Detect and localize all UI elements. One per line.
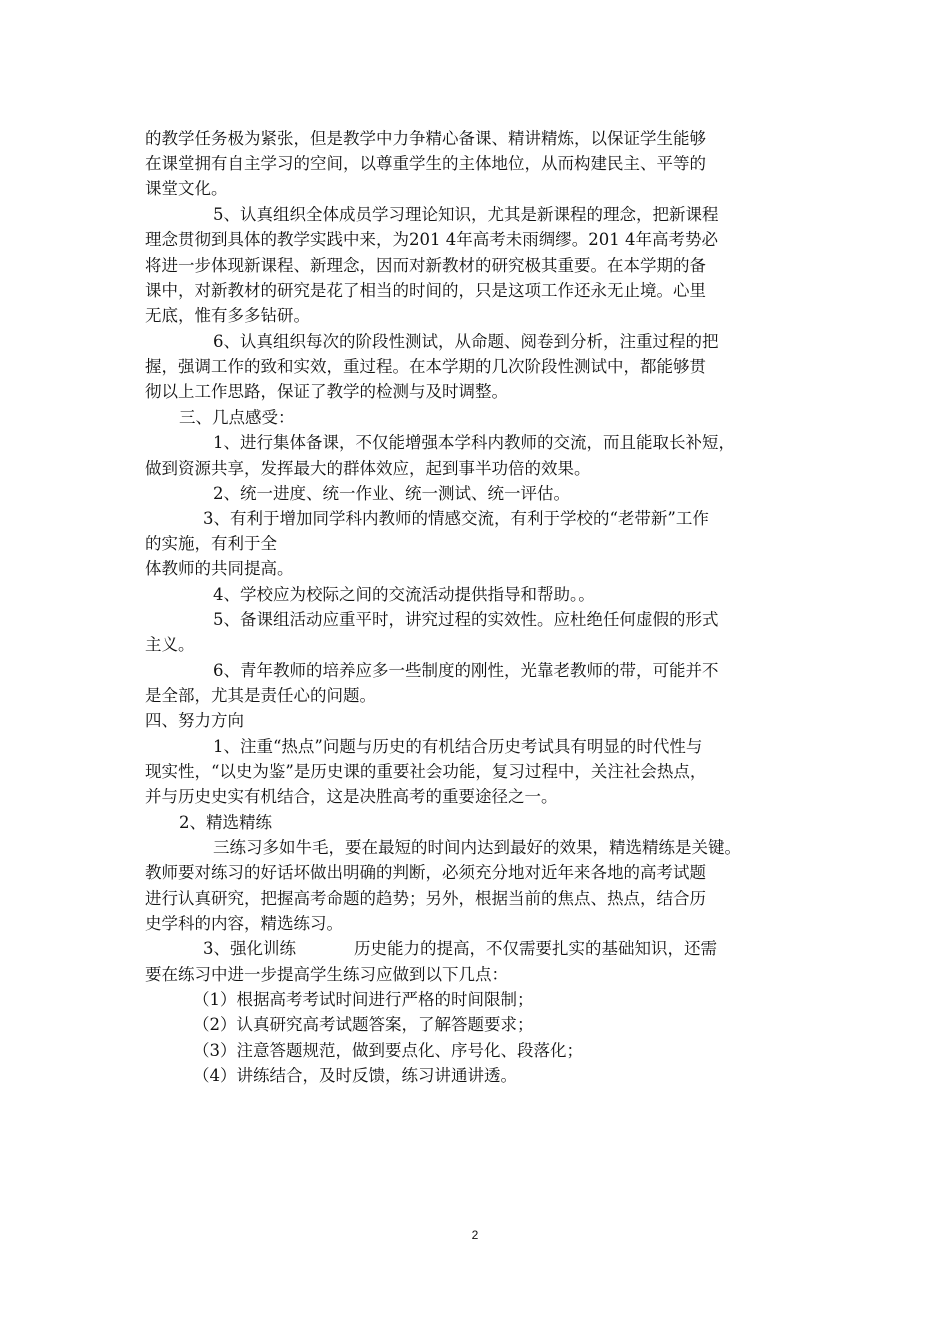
text-line: 课堂文化。 <box>145 179 228 198</box>
subsection-heading: 2、精选精练 <box>179 813 272 832</box>
text-line: 无底，惟有多多钻研。 <box>145 306 310 325</box>
text-line: 教师要对练习的好话坏做出明确的判断，必须充分地对近年来各地的高考试题 <box>145 863 706 882</box>
text-line: 6、青年教师的培养应多一些制度的刚性，光靠老教师的带，可能并不 <box>213 661 719 680</box>
text-line: 理念贯彻到具体的教学实践中来，为201 4年高考未雨绸缪。201 4年高考势必 <box>145 230 718 249</box>
list-item: （3）注意答题规范，做到要点化、序号化、段落化； <box>193 1041 583 1060</box>
text-line: 要在练习中进一步提高学生练习应做到以下几点： <box>145 965 508 984</box>
text-line: 体教师的共同提高。 <box>145 559 294 578</box>
section-heading: 三、几点感受： <box>179 408 295 427</box>
text-line: 5、备课组活动应重平时，讲究过程的实效性。应杜绝任何虚假的形式 <box>213 610 719 629</box>
list-item: （4）讲练结合，及时反馈，练习讲通讲透。 <box>193 1066 517 1085</box>
text-line: 的实施，有利于全 <box>145 534 277 553</box>
text-line <box>203 937 717 961</box>
text-line: 5、认真组织全体成员学习理论知识，尤其是新课程的理念，把新课程 <box>213 205 719 224</box>
subsection-heading: 3、强化训练 <box>203 939 296 958</box>
section-heading: 四、努力方向 <box>145 711 244 730</box>
text-line: 并与历史史实有机结合，这是决胜高考的重要途径之一。 <box>145 787 558 806</box>
text-line: 3、有利于增加同学科内教师的情感交流，有利于学校的“老带新”工作 <box>203 509 709 528</box>
page-number: 2 <box>471 1228 479 1242</box>
text-line: 课中，对新教材的研究是花了相当的时间的，只是这项工作还永无止境。心里 <box>145 281 706 300</box>
text-line: 6、认真组织每次的阶段性测试，从命题、阅卷到分析，注重过程的把 <box>213 332 719 351</box>
text-line: 2、统一进度、统一作业、统一测试、统一评估。 <box>213 484 570 503</box>
text-line: 做到资源共享，发挥最大的群体效应，起到事半功倍的效果。 <box>145 459 591 478</box>
text-line: 彻以上工作思路，保证了教学的检测与及时调整。 <box>145 382 508 401</box>
text-line: 主义。 <box>145 635 195 654</box>
text-line: 1、进行集体备课，不仅能增强本学科内教师的交流，而且能取长补短， <box>213 433 735 452</box>
text-line: 握，强调工作的致和实效，重过程。在本学期的几次阶段性测试中，都能够贯 <box>145 357 706 376</box>
text-line: 三练习多如牛毛，要在最短的时间内达到最好的效果，精选精练是关键。 <box>213 838 741 857</box>
text-line: 4、学校应为校际之间的交流活动提供指导和帮助。。 <box>213 585 595 604</box>
list-item: （1）根据高考考试时间进行严格的时间限制； <box>193 990 534 1009</box>
list-item: （2）认真研究高考试题答案，了解答题要求； <box>193 1015 534 1034</box>
text-line: 将进一步体现新课程、新理念，因而对新教材的研究极其重要。在本学期的备 <box>145 256 706 275</box>
text-span: 历史能力的提高，不仅需要扎实的基础知识，还需 <box>354 939 717 958</box>
text-line: 史学科的内容，精选练习。 <box>145 914 343 933</box>
text-line: 1、注重“热点”问题与历史的有机结合历史考试具有明显的时代性与 <box>213 737 703 756</box>
text-line: 是全部，尤其是责任心的问题。 <box>145 686 376 705</box>
text-line: 现实性，“以史为鉴”是历史课的重要社会功能，复习过程中，关注社会热点， <box>145 762 707 781</box>
text-line: 在课堂拥有自主学习的空间，以尊重学生的主体地位，从而构建民主、平等的 <box>145 154 706 173</box>
text-line: 的教学任务极为紧张，但是教学中力争精心备课、精讲精炼，以保证学生能够 <box>145 129 706 148</box>
text-line: 进行认真研究，把握高考命题的趋势；另外，根据当前的焦点、热点，结合历 <box>145 889 706 908</box>
